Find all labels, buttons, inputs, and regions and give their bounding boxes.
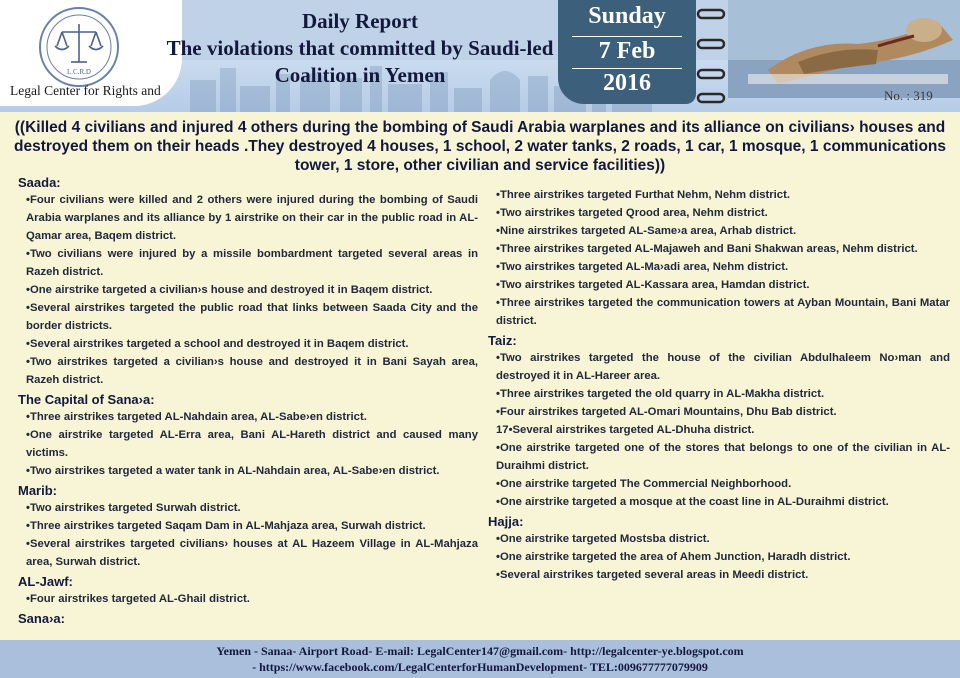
list-item: •Three airstrikes targeted Furthat Nehm, Nehm district. [496, 189, 790, 201]
list-item: •Two airstrikes targeted a civilian›s house and destroyed it in Bani Sayah area, Razeh district. [26, 356, 478, 386]
date-divider [572, 36, 682, 37]
date-panel [558, 0, 696, 104]
title-line-2: The violations that committed by Saudi-led [166, 36, 554, 60]
section-heading-hajja: Hajja: [488, 514, 524, 529]
list-item: •One airstrike targeted Mostsba district. [496, 533, 710, 545]
section-heading-jawf: AL-Jawf: [18, 574, 73, 589]
list-item: 17•Several airstrikes targeted AL-Dhuha district. [496, 424, 755, 436]
list-item: •One airstrike targeted one of the stores that belongs to one of the civilian in AL-Duraihmi district. [496, 442, 950, 472]
section-heading-saada: Saada: [18, 175, 61, 190]
list-item: •Two airstrikes targeted a water tank in AL-Nahdain area, AL-Sabe›en district. [26, 465, 440, 477]
list-item: •Two airstrikes targeted Surwah district. [26, 502, 241, 514]
title-line-1: Daily Report [301, 9, 419, 33]
list-item: •Three airstrikes targeted AL-Nahdain area, AL-Sabe›en district. [26, 411, 367, 423]
list-item: •Nine airstrikes targeted AL-Same›a area, Arhab district. [496, 225, 797, 237]
contact-footer [0, 640, 960, 678]
date-divider [572, 68, 682, 69]
report-header [0, 0, 960, 112]
list-item: •Two airstrikes targeted AL-Ma›adi area, Nehm district. [496, 261, 789, 273]
list-item: •One airstrike targeted AL-Erra area, Bani AL-Hareth district and caused many victims. [26, 429, 478, 459]
list-item: •One airstrike targeted a civilian›s house and destroyed it in Baqem district. [26, 284, 433, 296]
org-name: Legal Center for Rights and [10, 83, 161, 98]
list-item: •Two airstrikes targeted AL-Kassara area, Hamdan district. [496, 279, 810, 291]
footer-line-2: - https://www.facebook.com/LegalCenterforHumanDevelopment- TEL:009677777079909 [252, 660, 708, 674]
list-item: •Two airstrikes targeted the house of the civilian Abdulhaleem No›man and destroyed it in AL-Hareer area. [496, 352, 950, 382]
list-item: •One airstrike targeted The Commercial Neighborhood. [496, 478, 792, 490]
report-headline: ((Killed 4 civilians and injured 4 others during the bombing of Saudi Arabia warplanes and its alliance on civilians› houses and destroyed them on their heads .They destroyed 4 houses, 1 school, 2 water tanks, 2 roads, 1 car, 1 mosque, 1 communications tower, 1 store, other civilian and service facilities)) [13, 119, 947, 174]
report-date: 7 Feb [598, 38, 656, 64]
report-number: No. : 319 [884, 88, 933, 103]
list-item: •Several airstrikes targeted the public road that links between Saada City and the border districts. [26, 302, 478, 332]
section-heading-capital: The Capital of Sana›a: [18, 392, 155, 407]
list-item: •Several airstrikes targeted civilians› houses at AL Hazeem Village in AL-Mahjaza area, Surwah district. [26, 538, 478, 568]
title-line-3: Coalition in Yemen [274, 63, 446, 87]
list-item: •Three airstrikes targeted AL-Majaweh and Bani Shakwan areas, Nehm district. [496, 243, 918, 255]
left-column [18, 172, 478, 627]
list-item: •Four civilians were killed and 2 others were injured during the bombing of Saudi Arabia warplanes and its alliance by 1 airstrike on their car in the public road in AL-Qamar area, Baqem district. [26, 194, 478, 242]
svg-text:L.C.R.D: L.C.R.D [67, 68, 91, 76]
notebook-spiral-rings-icon [694, 4, 730, 108]
list-item: •Several airstrikes targeted a school and destroyed it in Baqem district. [26, 338, 409, 350]
report-title [140, 8, 580, 89]
list-item: •Three airstrikes targeted the communication towers at Ayban Mountain, Bani Matar district. [496, 297, 950, 327]
photo-illustration-icon [728, 0, 960, 98]
list-item: •One airstrike targeted the area of Ahem Junction, Haradh district. [496, 551, 851, 563]
list-item: •Two airstrikes targeted Qrood area, Nehm district. [496, 207, 768, 219]
list-item: •Several airstrikes targeted several areas in Meedi district. [496, 569, 809, 581]
report-year: 2016 [603, 70, 651, 96]
report-day: Sunday [588, 3, 666, 29]
scales-of-justice-logo-icon [38, 6, 120, 88]
injured-person-photo [728, 0, 960, 98]
list-item: •One airstrike targeted a mosque at the coast line in AL-Duraihmi district. [496, 496, 889, 508]
list-item: •Four airstrikes targeted AL-Omari Mountains, Dhu Bab district. [496, 406, 837, 418]
section-heading-marib: Marib: [18, 483, 57, 498]
list-item: •Three airstrikes targeted Saqam Dam in AL-Mahjaza area, Surwah district. [26, 520, 426, 532]
list-item: •Three airstrikes targeted the old quarry in AL-Makha district. [496, 388, 825, 400]
right-column [488, 186, 950, 584]
section-heading-taiz: Taiz: [488, 333, 517, 348]
section-heading-sanaa: Sana›a: [18, 611, 65, 626]
list-item: •Four airstrikes targeted AL-Ghail district. [26, 593, 250, 605]
footer-line-1: Yemen - Sanaa- Airport Road- E-mail: LegalCenter147@gmail.com- http://legalcenter-ye.blogspot.com [216, 644, 744, 658]
list-item: •Two civilians were injured by a missile bombardment targeted several areas in Razeh district. [26, 248, 478, 278]
